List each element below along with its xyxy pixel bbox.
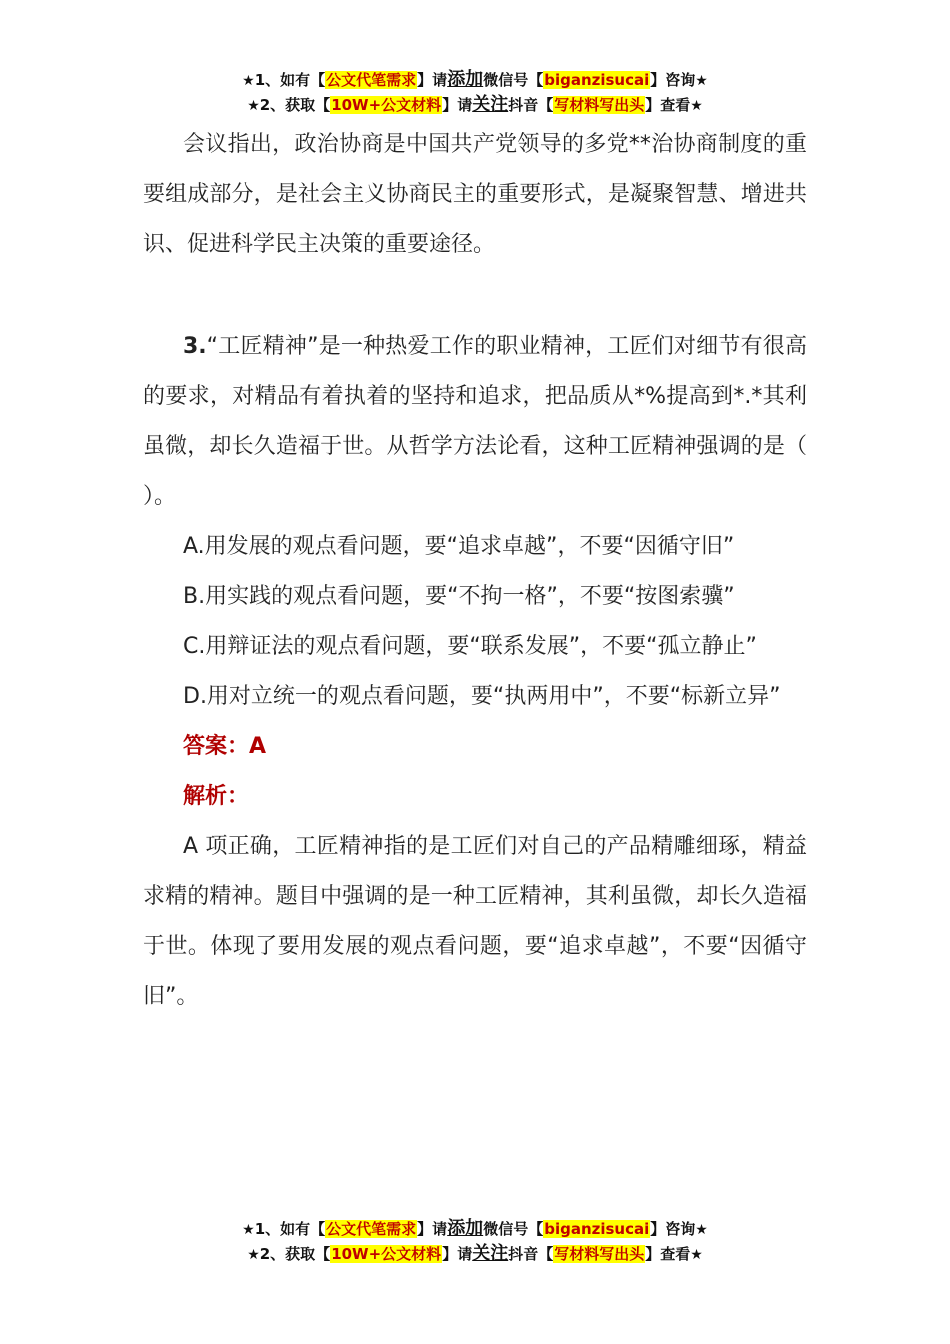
star-icon: ★	[242, 73, 255, 89]
star-icon: ★	[247, 98, 260, 114]
banner-text: 】咨询	[650, 1220, 696, 1238]
banner-text: 】请	[417, 71, 448, 89]
banner-highlight: 10W+公文材料	[331, 96, 442, 114]
banner-text: 】请	[442, 96, 473, 114]
banner-text: 1、如有【	[254, 1220, 326, 1238]
banner-highlight: 公文代笔需求	[326, 1220, 417, 1238]
banner-text: 】请	[417, 1220, 448, 1238]
star-icon: ★	[695, 1222, 708, 1238]
banner-line-2	[0, 1242, 950, 1267]
answer-line: 答案：A	[183, 734, 267, 759]
star-icon: ★	[247, 1247, 260, 1263]
banner-text: 】查看	[645, 96, 691, 114]
question-paragraph	[143, 322, 807, 522]
top-banner	[0, 68, 950, 118]
banner-text: 微信号【	[483, 1220, 544, 1238]
banner-text: 】请	[442, 1245, 473, 1263]
star-icon: ★	[242, 1222, 255, 1238]
banner-text: 1、如有【	[254, 71, 326, 89]
banner-line-1	[0, 1217, 950, 1242]
banner-text: 】咨询	[650, 71, 696, 89]
banner-emphasis: 关注	[472, 94, 509, 115]
spacer	[143, 270, 807, 322]
banner-emphasis: 添加	[447, 69, 484, 90]
question-number: 3.	[183, 334, 207, 359]
banner-text: 微信号【	[483, 71, 544, 89]
bottom-banner	[0, 1217, 950, 1267]
banner-highlight: 公文代笔需求	[326, 71, 417, 89]
banner-line-1	[0, 68, 950, 93]
banner-emphasis: 关注	[472, 1243, 509, 1264]
star-icon: ★	[690, 98, 703, 114]
option-a: A.用发展的观点看问题，要“追求卓越”，不要“因循守旧”	[183, 534, 735, 559]
question-text: “工匠精神”是一种热爱工作的职业精神，工匠们对细节有很高的要求，对精品有着执着的坚持和追求，把品质从*%提高到*.*其利虽微，却长久造福于世。从哲学方法论看，这种工匠精神强调的是（ ）。	[143, 334, 807, 509]
analysis-paragraph: A 项正确，工匠精神指的是工匠们对自己的产品精雕细琢，精益求精的精神。题目中强调的是一种工匠精神，其利虽微，却长久造福于世。体现了要用发展的观点看问题，要“追求卓越”，不要“因循守旧”。	[143, 834, 807, 1009]
analysis-label: 解析：	[183, 784, 250, 809]
banner-text: 】查看	[645, 1245, 691, 1263]
banner-line-2	[0, 93, 950, 118]
banner-highlight: biganzisucai	[544, 1220, 650, 1238]
star-icon: ★	[695, 73, 708, 89]
option-d: D.用对立统一的观点看问题，要“执两用中”，不要“标新立异”	[183, 684, 781, 709]
banner-text: 2、获取【	[259, 96, 331, 114]
banner-text: 2、获取【	[259, 1245, 331, 1263]
star-icon: ★	[690, 1247, 703, 1263]
banner-highlight: biganzisucai	[544, 71, 650, 89]
banner-highlight: 写材料写出头	[554, 96, 645, 114]
intro-paragraph: 会议指出，政治协商是中国共产党领导的多党**治协商制度的重要组成部分，是社会主义协商民主的重要形式，是凝聚智慧、增进共识、促进科学民主决策的重要途径。	[143, 132, 807, 257]
banner-text: 抖音【	[508, 96, 554, 114]
option-c: C.用辩证法的观点看问题，要“联系发展”，不要“孤立静止”	[183, 634, 757, 659]
option-b: B.用实践的观点看问题，要“不拘一格”，不要“按图索骥”	[183, 584, 735, 609]
document-body	[143, 120, 807, 1022]
banner-emphasis: 添加	[447, 1218, 484, 1239]
banner-text: 抖音【	[508, 1245, 554, 1263]
banner-highlight: 写材料写出头	[554, 1245, 645, 1263]
banner-highlight: 10W+公文材料	[331, 1245, 442, 1263]
